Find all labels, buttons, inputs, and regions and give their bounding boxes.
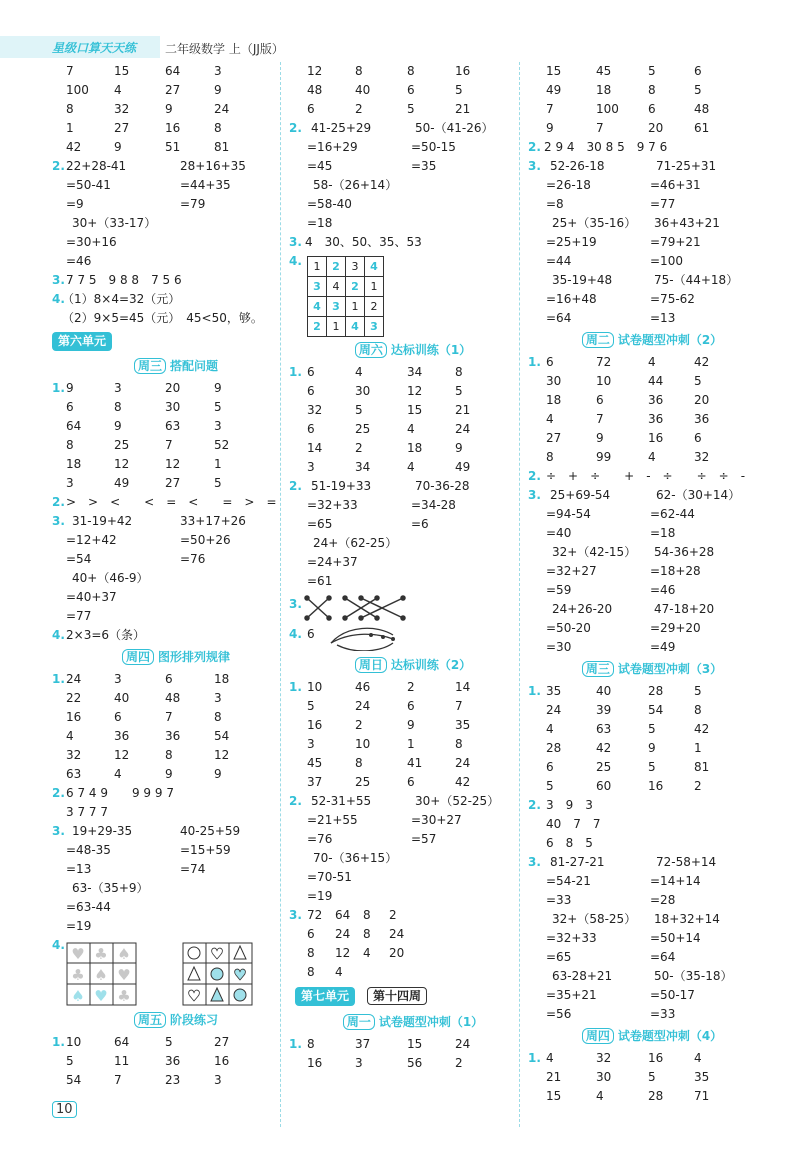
calc-line: =48-35 =15+59 [66,843,231,857]
calc-line: =9 =79 [66,197,206,211]
answer-row: 6 25 5 81 [546,760,710,774]
calc-line: =40 =18 [546,526,676,540]
answer-row: 1. 24 3 6 18 [52,672,230,686]
calc-line: =16+29 =50-15 [307,140,456,154]
section-heading: 周四 试卷题型冲刺（4） [528,1024,776,1049]
column-1 [52,62,300,1090]
answer-row: 8 25 7 52 [66,438,230,452]
answer-line: 2. > > < < = < = > = [52,495,277,509]
svg-text:♠: ♠ [94,966,108,984]
calc-line: 30+（33-17） [72,216,157,230]
calc-line: =32+33 =34-28 [307,498,456,512]
answer-row: 64 9 63 3 [66,419,222,433]
calc-line: =32+33 =50+14 [546,931,701,945]
calc-line: =12+42 =50+26 [66,533,231,547]
calc-line: 32+（42-15） 54-36+28 [552,545,715,559]
answer-row: 100 4 27 9 [66,83,222,97]
card-suit-grid-figure [66,942,138,1006]
svg-text:♥: ♥ [117,966,131,984]
calc-line: =16+48 =75-62 [546,292,695,306]
answer-row: 27 9 16 6 [546,431,702,445]
shape-puzzle: 4. ♥ ♣ ♠ ♣ ♠ ♥ ♠ ♥ ♣ ♥ ♥ ♥ [52,936,300,1008]
calc-line: 63-28+21 50-（35-18） [552,969,733,983]
calc-line: 32+（58-25） 18+32+14 [552,912,720,926]
answer-row: 63 4 9 9 [66,767,222,781]
calc-line: 35-19+48 75-（44+18） [552,273,739,287]
matching-lines-figure: 3. [289,591,537,625]
answer-row: 48 40 6 5 [307,83,463,97]
unit-label: 第七单元 [295,987,355,1006]
section-heading: 周日 达标训练（2） [289,653,537,678]
answer-row: 22 40 48 3 [66,691,222,705]
calc-line: =21+55 =30+27 [307,813,462,827]
calc-line: 2. 41-25+29 50-（41-26） [289,121,494,135]
number-grid-puzzle: 4. 1 2 3 4 3 4 2 1 4 3 1 2 2 1 4 3 [289,252,537,338]
calc-line: =61 [307,574,333,588]
answer-row: 1. 10 46 2 14 [289,680,471,694]
calc-line: 58-（26+14） [313,178,398,192]
answer-row: 1. 6 72 4 42 [528,355,710,369]
calc-line: =13 =74 [66,862,206,876]
calc-line: 3. 25+69-54 62-（30+14） [528,488,741,502]
answer-row: 32 5 15 21 [307,403,471,417]
svg-text:♥: ♥ [94,987,108,1005]
answer-row: 3 49 27 5 [66,476,222,490]
answer-row: 1. 4 32 16 4 [528,1051,702,1065]
calc-line: 3. 31-19+42 33+17+26 [52,514,246,528]
calc-line: 2. 51-19+33 70-36-28 [289,479,470,493]
svg-text:♣: ♣ [71,966,85,984]
answer-line: 2. 2 9 4 30 8 5 9 7 6 [528,140,668,154]
calc-line: =40+37 [66,590,117,604]
answer-line: 2. 3 9 3 [528,798,593,812]
answer-row: 1. 9 3 20 9 [52,381,222,395]
calc-line: 40+（46-9） [72,571,149,585]
section-heading: 周二 试卷题型冲刺（2） [528,328,776,353]
calc-line: =50-41 =44+35 [66,178,231,192]
answer-row: 12 8 8 16 [307,64,471,78]
answer-row: 14 2 18 9 [307,441,463,455]
calc-line: =26-18 =46+31 [546,178,701,192]
calc-line: =94-54 =62-44 [546,507,695,521]
answer-row: 1 27 16 8 [66,121,222,135]
answer-row: 5 11 36 16 [66,1054,230,1068]
answer-row: 3. 72 64 8 2 [289,908,397,922]
calc-line: =70-51 [307,870,352,884]
calc-line: =77 [66,609,92,623]
answer-row: 42 9 51 81 [66,140,230,154]
calc-line: =30 =49 [546,640,676,654]
calc-line: =50-20 =29+20 [546,621,701,635]
answer-row: 5 24 6 7 [307,699,463,713]
calc-line: 2. 22+28-41 28+16+35 [52,159,246,173]
answer-row: 18 12 12 1 [66,457,222,471]
calc-line: =54-21 =14+14 [546,874,701,888]
calc-line: =33 =28 [546,893,676,907]
answer-row: 49 18 8 5 [546,83,702,97]
calc-line: 2. 52-31+55 30+（52-25） [289,794,500,808]
section-heading: 周一 试卷题型冲刺（1） [289,1010,537,1035]
svg-text:♣: ♣ [94,945,108,963]
svg-text:♣: ♣ [117,987,131,1005]
answer-row: 30 10 44 5 [546,374,702,388]
answer-row: 4 36 36 54 [66,729,230,743]
answer-row: 4 7 36 36 [546,412,710,426]
answer-row: 37 25 6 42 [307,775,471,789]
calc-line: =35+21 =50-17 [546,988,695,1002]
answer-line: 2. 6 7 4 9 9 9 9 7 [52,786,174,800]
svg-text:♠: ♠ [71,987,85,1005]
answer-row: 8 12 4 20 [307,946,405,960]
answer-row: 5 60 16 2 [546,779,702,793]
calc-line: =76 =57 [307,832,437,846]
calc-line: =59 =46 [546,583,676,597]
answer-row: 8 99 4 32 [546,450,710,464]
answer-row: 7 15 64 3 [66,64,222,78]
calc-line: 24+（62-25） [313,536,398,550]
column-2 [289,62,537,1073]
section-heading: 周三 搭配问题 [52,354,300,379]
section-heading: 周三 试卷题型冲刺（3） [528,657,776,682]
section-heading: 周五 阶段练习 [52,1008,300,1033]
column-3 [528,62,776,1106]
calc-line: 3. 52-26-18 71-25+31 [528,159,717,173]
answer-row: 28 42 9 1 [546,741,702,755]
answer-row: 21 30 5 35 [546,1070,710,1084]
svg-text:♥: ♥ [233,966,247,984]
svg-text:♠: ♠ [117,945,131,963]
answer-row: 16 3 56 2 [307,1056,463,1070]
answer-row: 1. 6 4 34 8 [289,365,463,379]
answer-row: 54 7 23 3 [66,1073,222,1087]
answer-row: 16 2 9 35 [307,718,471,732]
calc-line: 3. 19+29-35 40-25+59 [52,824,241,838]
calc-line: =58-40 [307,197,352,211]
answer-row: 6 30 12 5 [307,384,463,398]
curve-path-diagram [327,625,407,651]
answer-line: 4. （1）8×4=32（元） [52,292,181,306]
answer-row: 1. 10 64 5 27 [52,1035,230,1049]
answer-row: 7 100 6 48 [546,102,710,116]
calc-line: 3. 81-27-21 72-58+14 [528,855,717,869]
answer-row: 6 25 4 24 [307,422,471,436]
answer-row: 18 6 36 20 [546,393,710,407]
answer-line: 3. 7 7 5 9 8 8 7 5 6 [52,273,182,287]
calc-line: =19 [307,889,333,903]
geometric-shape-grid-figure [182,942,254,1006]
unit-label: 第六单元 [52,332,112,351]
calc-line: =63-44 [66,900,111,914]
answer-line: 3 7 7 7 [66,805,108,819]
calc-line: 25+（35-16） 36+43+21 [552,216,720,230]
answer-row: 1. 35 40 28 5 [528,684,702,698]
page-header [0,36,800,60]
cross-lines-diagram [303,593,413,623]
calc-line: =30+16 [66,235,117,249]
answer-line: 2. ÷ + ÷ + - ÷ ÷ ÷ - [528,469,746,483]
calc-line: =25+19 =79+21 [546,235,701,249]
calc-line: =65 =6 [307,517,429,531]
svg-text:♥: ♥ [71,945,85,963]
curve-figure-row: 4. 6 [289,625,537,653]
sudoku-grid: 1 2 3 4 3 4 2 1 4 3 1 2 2 1 4 3 [307,256,384,337]
calc-line: 24+26-20 47-18+20 [552,602,715,616]
calc-line: 63-（35+9） [72,881,149,895]
page-number: 10 [52,1101,77,1118]
answer-row: 4 63 5 42 [546,722,710,736]
calc-line: =24+37 [307,555,358,569]
calc-line: =32+27 =18+28 [546,564,701,578]
calc-line: =54 =76 [66,552,206,566]
svg-text:♥: ♥ [187,987,201,1005]
answer-row: 15 4 28 71 [546,1089,710,1103]
calc-line: 70-（36+15） [313,851,398,865]
unit-row [289,982,537,1010]
answer-row: 3 10 1 8 [307,737,463,751]
calc-line: =56 =33 [546,1007,676,1021]
answer-row: 6 8 30 5 [66,400,222,414]
answer-line: （2）9×5=45（元） 45<50，够。 [62,311,263,325]
answer-row: 3 34 4 49 [307,460,471,474]
answer-line: 40 7 7 [546,817,601,831]
calc-line: =19 [66,919,92,933]
answer-row: 8 4 [307,965,343,979]
answer-line: 4. 2×3=6（条） [52,628,146,642]
answer-row: 32 12 8 12 [66,748,230,762]
calc-line: =64 =13 [546,311,676,325]
series-title: 星级口算天天练 [52,41,137,55]
answer-line: 3. 4 30、50、35、53 [289,235,422,249]
series-banner [0,36,160,58]
section-heading: 周四 图形排列规律 [52,645,300,670]
answer-row: 6 24 8 24 [307,927,405,941]
calc-line: =65 =64 [546,950,676,964]
answer-row: 24 39 54 8 [546,703,702,717]
book-subtitle: 二年级数学 上（JJ版） [165,42,284,56]
answer-row: 1. 8 37 15 24 [289,1037,471,1051]
answer-line: 6 8 5 [546,836,593,850]
unit-row [52,328,300,354]
answer-row: 45 8 41 24 [307,756,471,770]
calc-line: =46 [66,254,92,268]
section-heading: 周六 达标训练（1） [289,338,537,363]
week-label: 第十四周 [367,987,427,1005]
svg-text:♥: ♥ [210,945,224,963]
answer-row: 6 2 5 21 [307,102,471,116]
calc-line: =18 [307,216,333,230]
answer-row: 8 32 9 24 [66,102,230,116]
calc-line: =8 =77 [546,197,676,211]
calc-line: =44 =100 [546,254,683,268]
calc-line: =45 =35 [307,159,437,173]
answer-row: 16 6 7 8 [66,710,222,724]
answer-row: 15 45 5 6 [546,64,702,78]
answer-row: 9 7 20 61 [546,121,710,135]
